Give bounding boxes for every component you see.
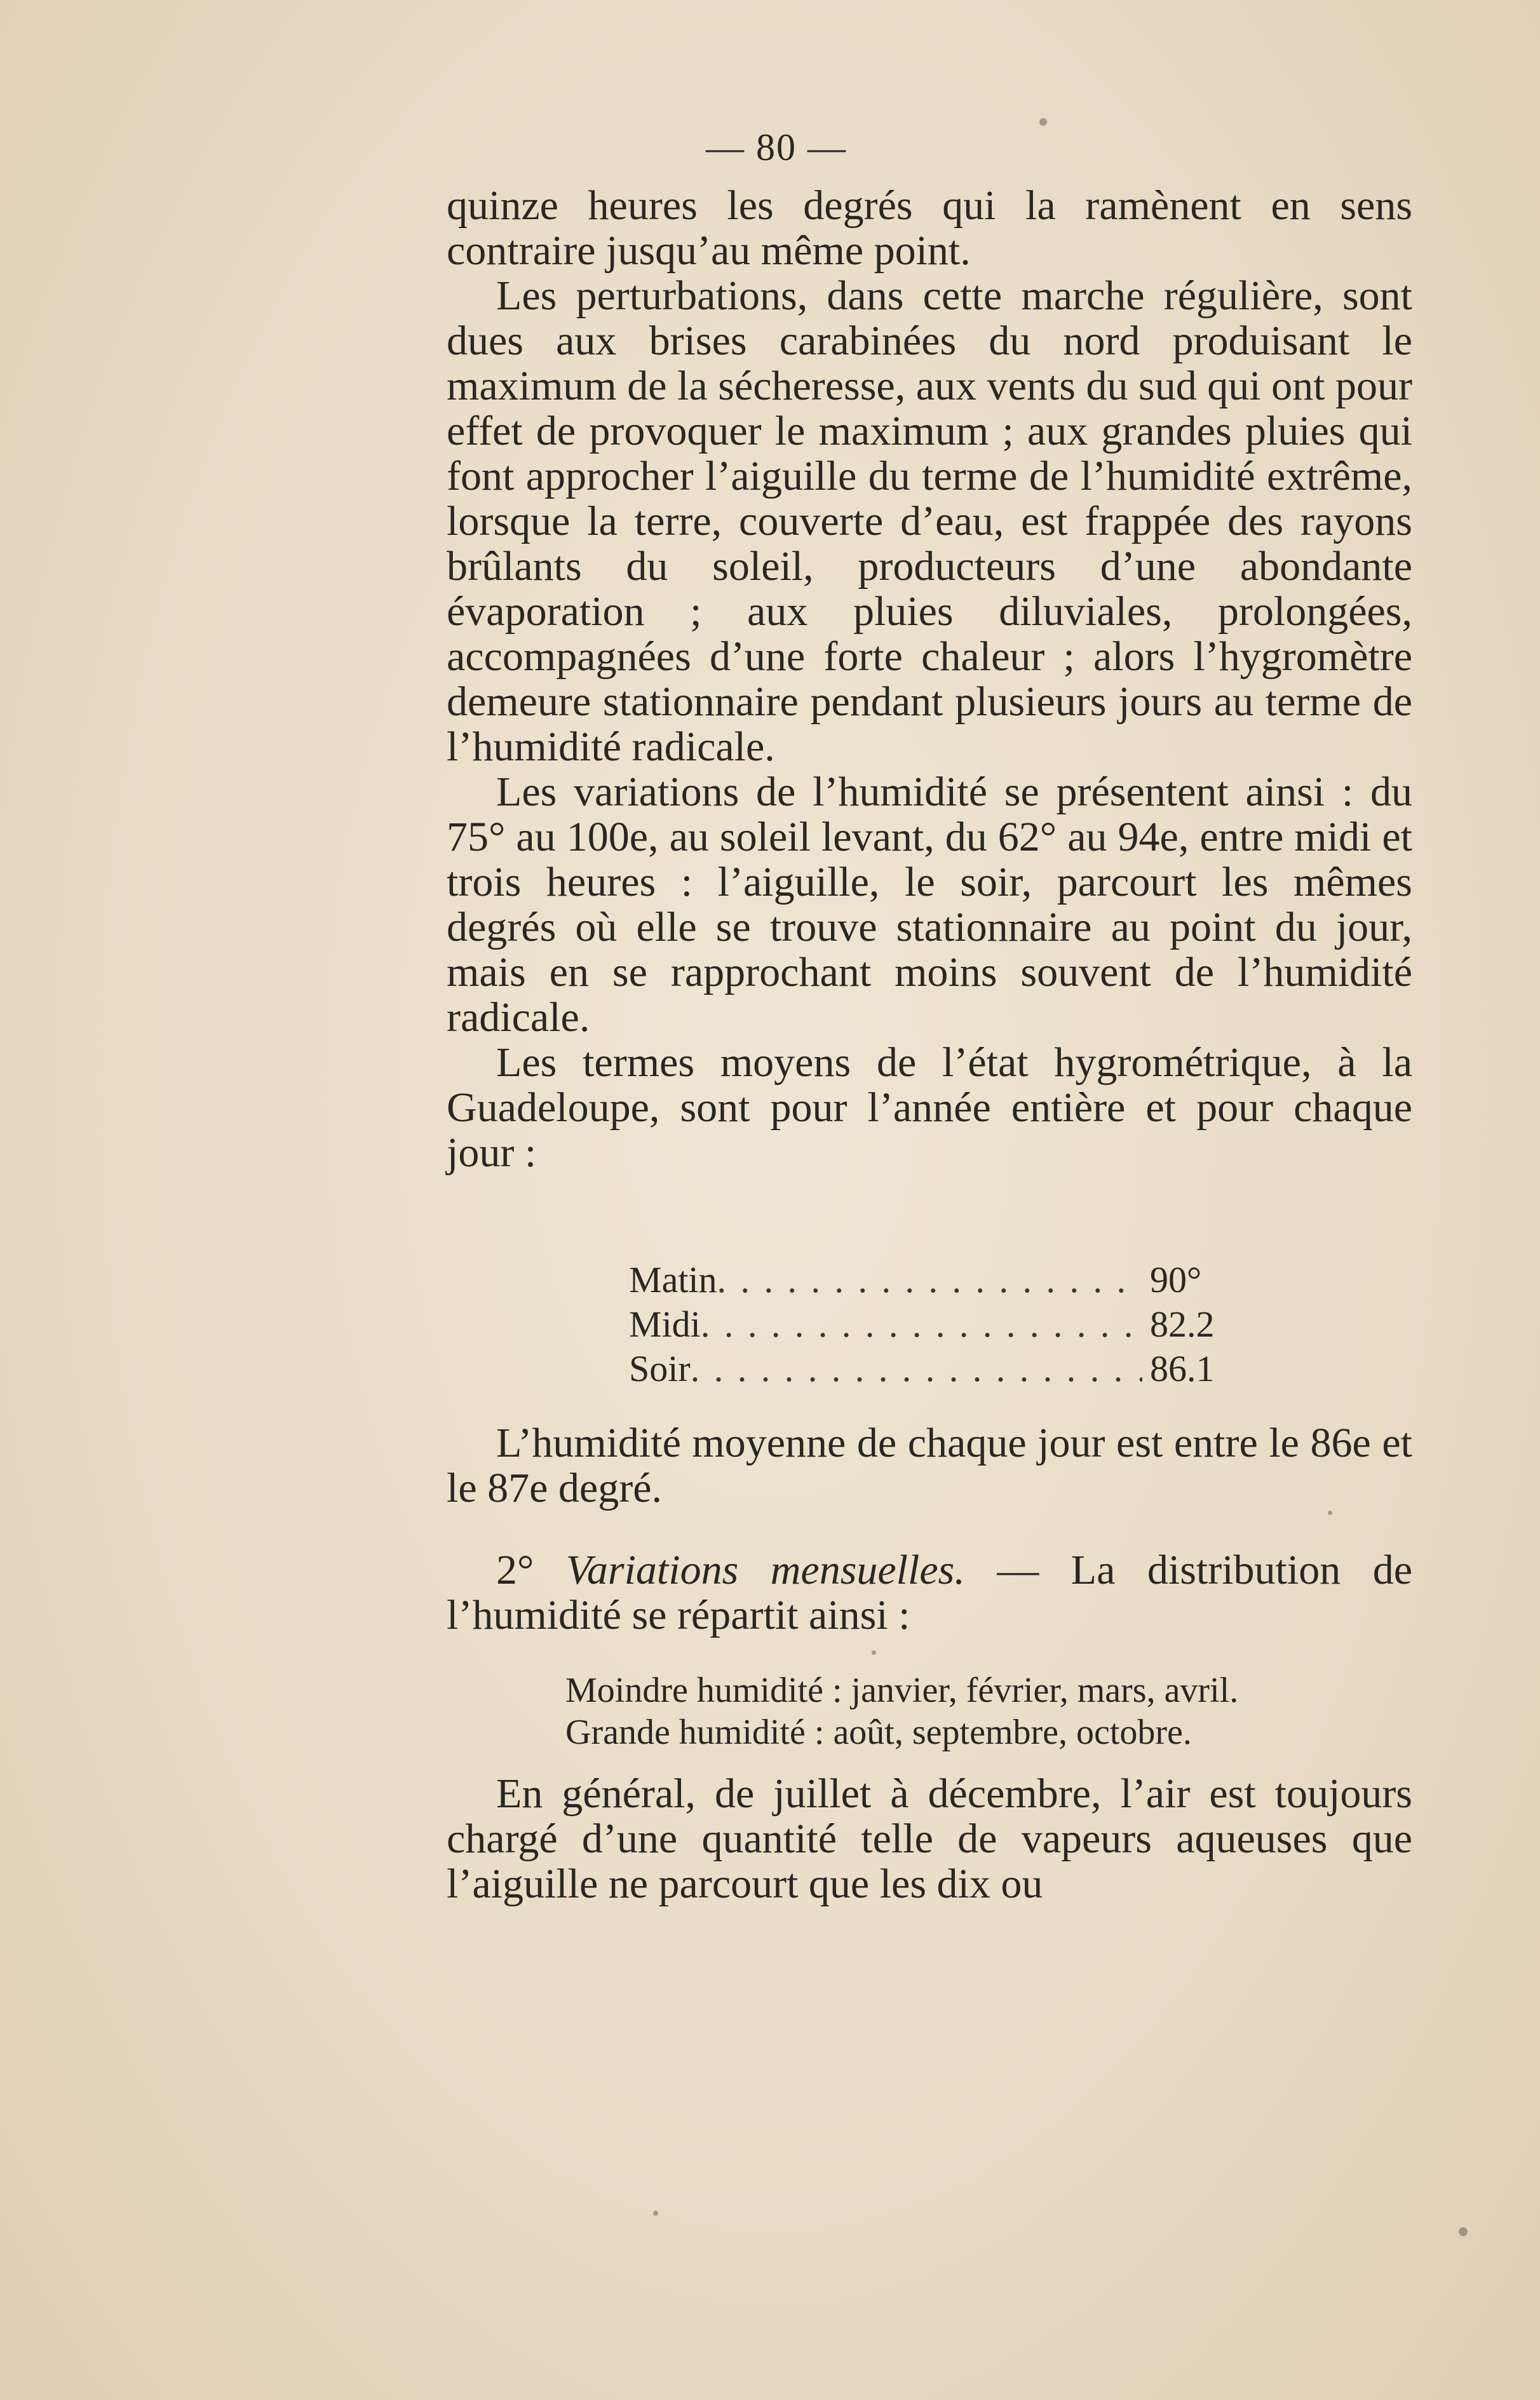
monthly-high: Grande humidité : août, septembre, octobre. [565, 1713, 1192, 1752]
humidity-label: Midi [629, 1304, 701, 1345]
paper-speck [653, 2211, 658, 2216]
page-number: — 80 — [706, 126, 847, 168]
section-intro: — La distribution de l’humidité se répartit ainsi : [447, 1547, 1413, 1638]
text-block-bottom [447, 1771, 1412, 1906]
text-block-middle [447, 1420, 1412, 1511]
section-number: 2° [496, 1547, 534, 1593]
humidity-label: Soir [629, 1348, 691, 1389]
section-heading [447, 1547, 1412, 1638]
humidity-value: 86.1 [1150, 1348, 1215, 1389]
paragraph-termes-moyens: Les termes moyens de l’état hygrométrique, à la Guadeloupe, sont pour l’année entière et pour chaque jour : [447, 1039, 1412, 1176]
paper-speck [1328, 1511, 1332, 1515]
paragraph-perturbations: Les perturbations, dans cette marche régulière, sont dues aux brises carabinées du nord produisant le maximum de la sécheresse, aux vents du sud qui ont pour effet de provoquer le maximum ; aux grandes pluies qui font approcher l’aiguille du terme de l’humidité extrême, lorsque la terre, couverte d’eau, est frappée des rayons brûlants du soleil, producteurs d’une abondante évaporation ; aux pluies diluviales, prolongées, accompagnées d’une forte chaleur ; alors l’hygromètre demeure stationnaire pendant plusieurs jours au terme de l’humidité radicale. [447, 273, 1412, 770]
humidity-value: 82.2 [1150, 1304, 1215, 1345]
humidity-label: Matin [629, 1259, 717, 1300]
leader-dots [691, 1347, 1142, 1391]
paper-speck [872, 1650, 876, 1655]
text-block-top [447, 183, 1412, 1175]
monthly-low: Moindre humidité : janvier, février, mars, avril. [565, 1671, 1239, 1710]
leader-dots [701, 1302, 1142, 1347]
humidity-row [629, 1302, 1239, 1347]
paragraph-continuation: quinze heures les degrés qui la ramènent en sens contraire jusqu’au même point. [447, 182, 1412, 274]
paragraph-variations: Les variations de l’humidité se présentent ainsi : du 75° au 100e, au soleil levant, du 62° au 94e, entre midi et trois heures : l’aiguille, le soir, parcourt les mêmes degrés où elle se trouve stationnaire au point du jour, mais en se rapprochant moins souvent de l’humidité radicale. [447, 769, 1412, 1041]
section-title: Variations mensuelles. [565, 1547, 965, 1593]
humidity-row [629, 1347, 1239, 1391]
monthly-list [565, 1669, 1391, 1753]
paragraph-en-general: En général, de juillet à décembre, l’air est toujours chargé d’une quantité telle de vapeurs aqueuses que l’aiguille ne parcourt que les dix ou [447, 1770, 1412, 1907]
humidity-value: 90° [1150, 1259, 1202, 1300]
paper-speck [1459, 2227, 1468, 2236]
humidity-row [629, 1258, 1239, 1302]
text-block-section [447, 1547, 1412, 1638]
paper-speck [1039, 118, 1047, 126]
leader-dots [717, 1258, 1142, 1302]
humidity-table [629, 1258, 1239, 1391]
paragraph-humidite-moyenne: L’humidité moyenne de chaque jour est entre le 86e et le 87e degré. [447, 1420, 1412, 1511]
